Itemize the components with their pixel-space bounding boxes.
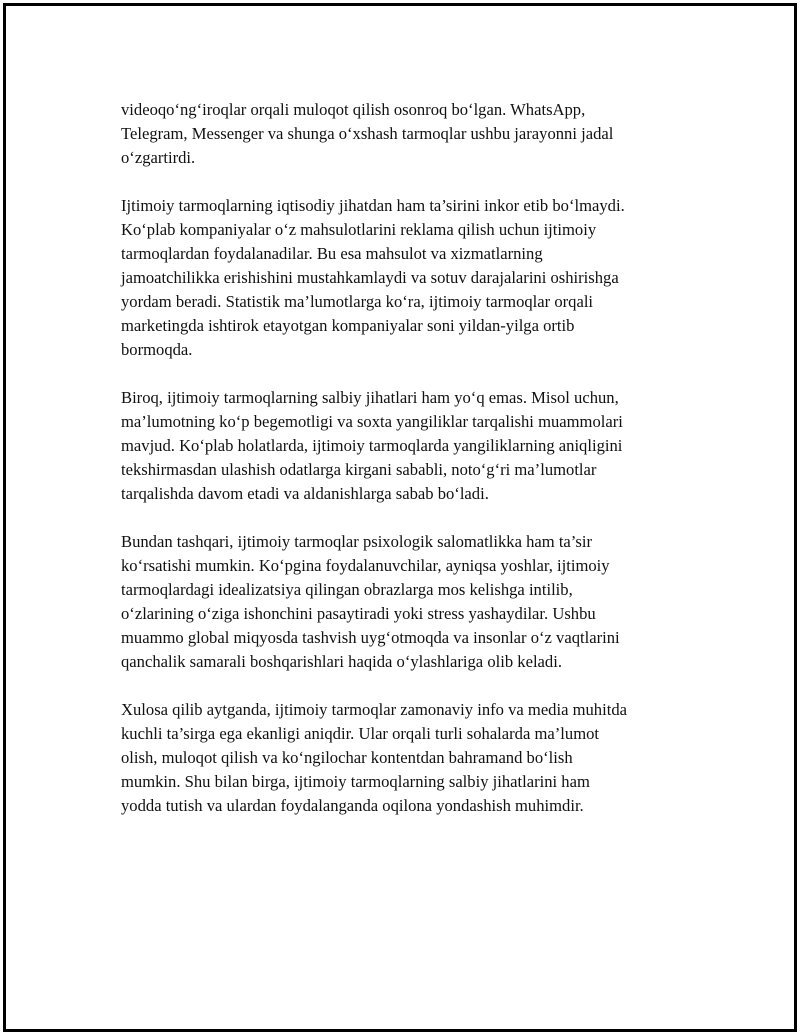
text-line: marketingda ishtirok etayotgan kompaniyalar soni yildan-yilga ortib — [121, 316, 575, 335]
text-line: tarmoqlardagi idealizatsiya qilingan obrazlarga mos kelishga intilib, — [121, 580, 573, 599]
text-line: o‘zlarining o‘ziga ishonchini pasaytiradi yoki stress yashaydilar. Ushbu — [121, 604, 596, 623]
paragraph-5 — [121, 698, 721, 818]
text-line: o‘zgartirdi. — [121, 148, 196, 167]
text-line: mumkin. Shu bilan birga, ijtimoiy tarmoqlarning salbiy jihatlarini ham — [121, 772, 590, 791]
text-line: tarmoqlardan foydalanadilar. Bu esa mahsulot va xizmatlarning — [121, 244, 543, 263]
text-line: qanchalik samarali boshqarishlari haqida o‘ylashlariga olib keladi. — [121, 652, 562, 671]
document-body — [121, 98, 721, 842]
text-line: muammo global miqyosda tashvish uyg‘otmoqda va insonlar o‘z vaqtlarini — [121, 628, 620, 647]
text-line: yodda tutish va ulardan foydalanganda oqilona yondashish muhimdir. — [121, 796, 584, 815]
paragraph-3 — [121, 386, 721, 506]
text-line: kuchli ta’sirga ega ekanligi aniqdir. Ular orqali turli sohalarda ma’lumot — [121, 724, 600, 743]
text-line: Ijtimoiy tarmoqlarning iqtisodiy jihatdan ham ta’sirini inkor etib bo‘lmaydi. — [121, 196, 625, 215]
text-line: ko‘rsatishi mumkin. Ko‘pgina foydalanuvchilar, ayniqsa yoshlar, ijtimoiy — [121, 556, 610, 575]
text-line: Bundan tashqari, ijtimoiy tarmoqlar psixologik salomatlikka ham ta’sir — [121, 532, 593, 551]
paragraph-2 — [121, 194, 721, 362]
text-line: Biroq, ijtimoiy tarmoqlarning salbiy jihatlari ham yo‘q emas. Misol uchun, — [121, 388, 619, 407]
text-line: bormoqda. — [121, 340, 193, 359]
text-line: tekshirmasdan ulashish odatlarga kirgani sababli, noto‘g‘ri ma’lumotlar — [121, 460, 597, 479]
text-line: yordam beradi. Statistik ma’lumotlarga ko‘ra, ijtimoiy tarmoqlar orqali — [121, 292, 594, 311]
text-line: Ko‘plab kompaniyalar o‘z mahsulotlarini reklama qilish uchun ijtimoiy — [121, 220, 597, 239]
text-line: mavjud. Ko‘plab holatlarda, ijtimoiy tarmoqlarda yangiliklarning aniqligini — [121, 436, 623, 455]
text-line: tarqalishda davom etadi va aldanishlarga sabab bo‘ladi. — [121, 484, 489, 503]
text-line: olish, muloqot qilish va ko‘ngilochar kontentdan bahramand bo‘lish — [121, 748, 573, 767]
text-line: ma’lumotning ko‘p begemotligi va soxta yangiliklar tarqalishi muammolari — [121, 412, 623, 431]
document-page — [3, 3, 797, 1032]
text-line: videoqo‘ng‘iroqlar orqali muloqot qilish osonroq bo‘lgan. WhatsApp, — [121, 100, 586, 119]
paragraph-1 — [121, 98, 721, 170]
text-line: Xulosa qilib aytganda, ijtimoiy tarmoqlar zamonaviy info va media muhitda — [121, 700, 627, 719]
text-line: Telegram, Messenger va shunga o‘xshash tarmoqlar ushbu jarayonni jadal — [121, 124, 614, 143]
text-line: jamoatchilikka erishishini mustahkamlaydi va sotuv darajalarini oshirishga — [121, 268, 619, 287]
paragraph-4 — [121, 530, 721, 674]
